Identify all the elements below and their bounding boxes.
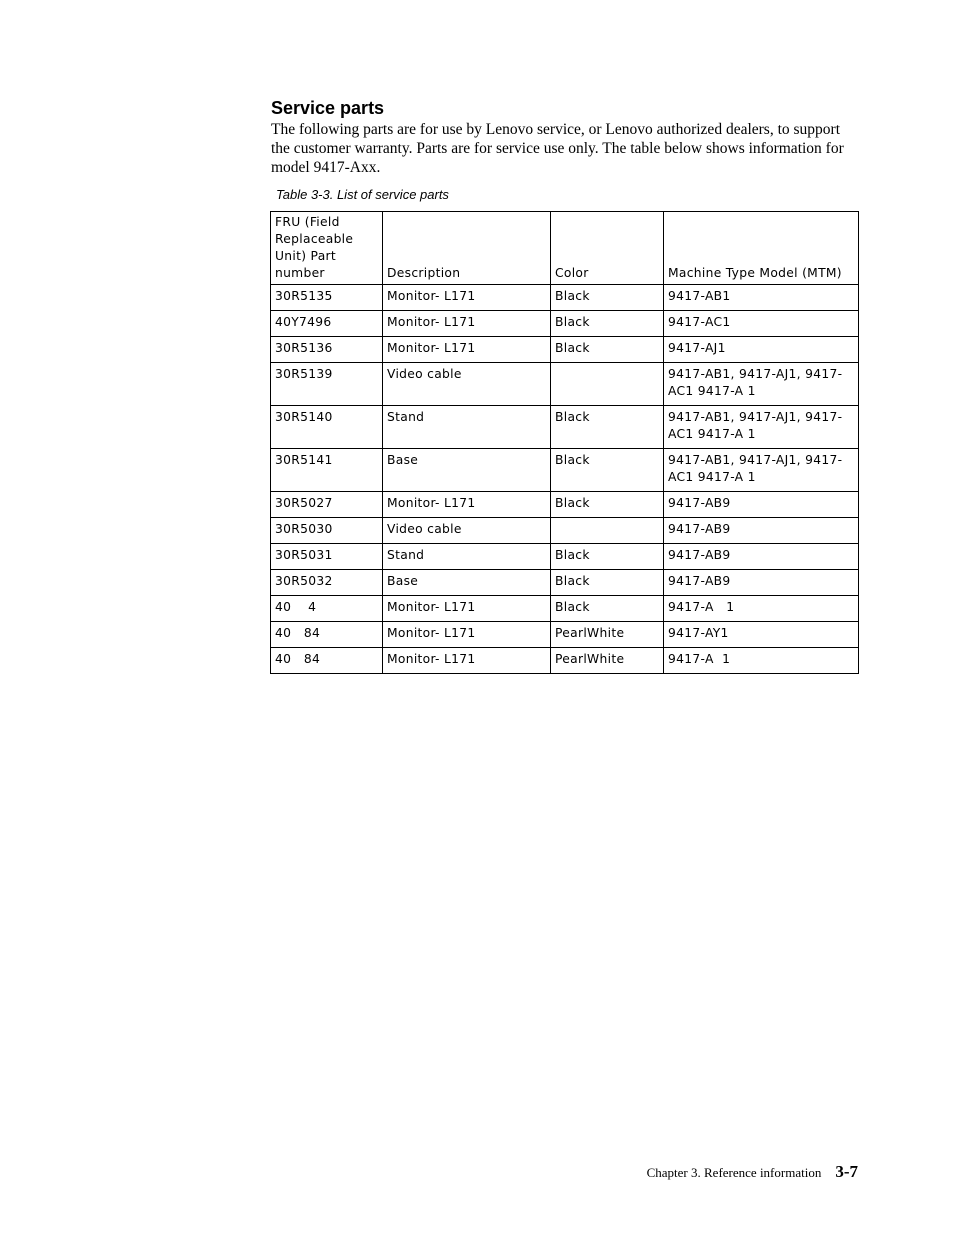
cell-part-number: 30R5030 [271, 518, 383, 544]
intro-paragraph: The following parts are for use by Lenovo service, or Lenovo authorized dealers, to support the customer warranty. Parts are for service use only. The table below shows information for model 9417-Axx. [271, 121, 844, 176]
cell-description: Stand [383, 544, 551, 570]
cell-part-number: 40 84 [271, 622, 383, 648]
cell-mtm: 9417-AJ1 [664, 337, 859, 363]
cell-description: Monitor- L171 [383, 648, 551, 674]
cell-color: PearlWhite [551, 648, 664, 674]
cell-description: Video cable [383, 363, 551, 406]
cell-mtm: 9417-AB1, 9417-AJ1, 9417-AC1 9417-A 1 [664, 449, 859, 492]
cell-color: Black [551, 337, 664, 363]
cell-part-number: 40 84 [271, 648, 383, 674]
section-heading: Service parts [271, 98, 385, 118]
footer-page-number: 3-7 [835, 1162, 858, 1181]
page-footer [647, 1162, 858, 1183]
cell-mtm: 9417-AY1 [664, 622, 859, 648]
header-fru-part-number: FRU (Field Replaceable Unit) Part number [271, 212, 383, 285]
cell-mtm: 9417-AC1 [664, 311, 859, 337]
cell-part-number: 30R5032 [271, 570, 383, 596]
cell-description: Monitor- L171 [383, 596, 551, 622]
cell-description: Monitor- L171 [383, 337, 551, 363]
service-parts-table [270, 211, 859, 674]
table-row [271, 596, 859, 622]
table-row [271, 363, 859, 406]
cell-color: Black [551, 492, 664, 518]
cell-description: Stand [383, 406, 551, 449]
table-row [271, 492, 859, 518]
header-color: Color [551, 212, 664, 285]
cell-mtm: 9417-A 1 [664, 648, 859, 674]
table-row [271, 449, 859, 492]
table-row [271, 406, 859, 449]
header-description: Description [383, 212, 551, 285]
cell-description: Video cable [383, 518, 551, 544]
cell-mtm: 9417-A 1 [664, 596, 859, 622]
cell-mtm: 9417-AB1 [664, 285, 859, 311]
table-row [271, 285, 859, 311]
cell-color: Black [551, 449, 664, 492]
cell-mtm: 9417-AB1, 9417-AJ1, 9417-AC1 9417-A 1 [664, 406, 859, 449]
cell-part-number: 30R5140 [271, 406, 383, 449]
cell-color: Black [551, 596, 664, 622]
cell-color: PearlWhite [551, 622, 664, 648]
cell-color: Black [551, 285, 664, 311]
table-row [271, 518, 859, 544]
cell-color: Black [551, 406, 664, 449]
table-row [271, 311, 859, 337]
cell-part-number: 30R5141 [271, 449, 383, 492]
cell-mtm: 9417-AB9 [664, 570, 859, 596]
header-machine-type-model: Machine Type Model (MTM) [664, 212, 859, 285]
cell-part-number: 30R5027 [271, 492, 383, 518]
table-header-row [271, 212, 859, 285]
cell-mtm: 9417-AB1, 9417-AJ1, 9417-AC1 9417-A 1 [664, 363, 859, 406]
table-row [271, 648, 859, 674]
table-caption: Table 3-3. List of service parts [276, 187, 449, 202]
table-row [271, 570, 859, 596]
table-row [271, 337, 859, 363]
footer-chapter-title: Chapter 3. Reference information [646, 1165, 822, 1180]
cell-part-number: 40Y7496 [271, 311, 383, 337]
cell-color [551, 518, 664, 544]
cell-color: Black [551, 311, 664, 337]
table-row [271, 544, 859, 570]
cell-part-number: 40 4 [271, 596, 383, 622]
cell-color [551, 363, 664, 406]
cell-mtm: 9417-AB9 [664, 544, 859, 570]
cell-description: Monitor- L171 [383, 622, 551, 648]
cell-part-number: 30R5135 [271, 285, 383, 311]
cell-description: Monitor- L171 [383, 492, 551, 518]
cell-part-number: 30R5031 [271, 544, 383, 570]
cell-description: Monitor- L171 [383, 285, 551, 311]
cell-description: Base [383, 570, 551, 596]
cell-description: Base [383, 449, 551, 492]
table-row [271, 622, 859, 648]
cell-mtm: 9417-AB9 [664, 518, 859, 544]
cell-description: Monitor- L171 [383, 311, 551, 337]
cell-part-number: 30R5139 [271, 363, 383, 406]
cell-part-number: 30R5136 [271, 337, 383, 363]
cell-color: Black [551, 570, 664, 596]
cell-mtm: 9417-AB9 [664, 492, 859, 518]
cell-color: Black [551, 544, 664, 570]
